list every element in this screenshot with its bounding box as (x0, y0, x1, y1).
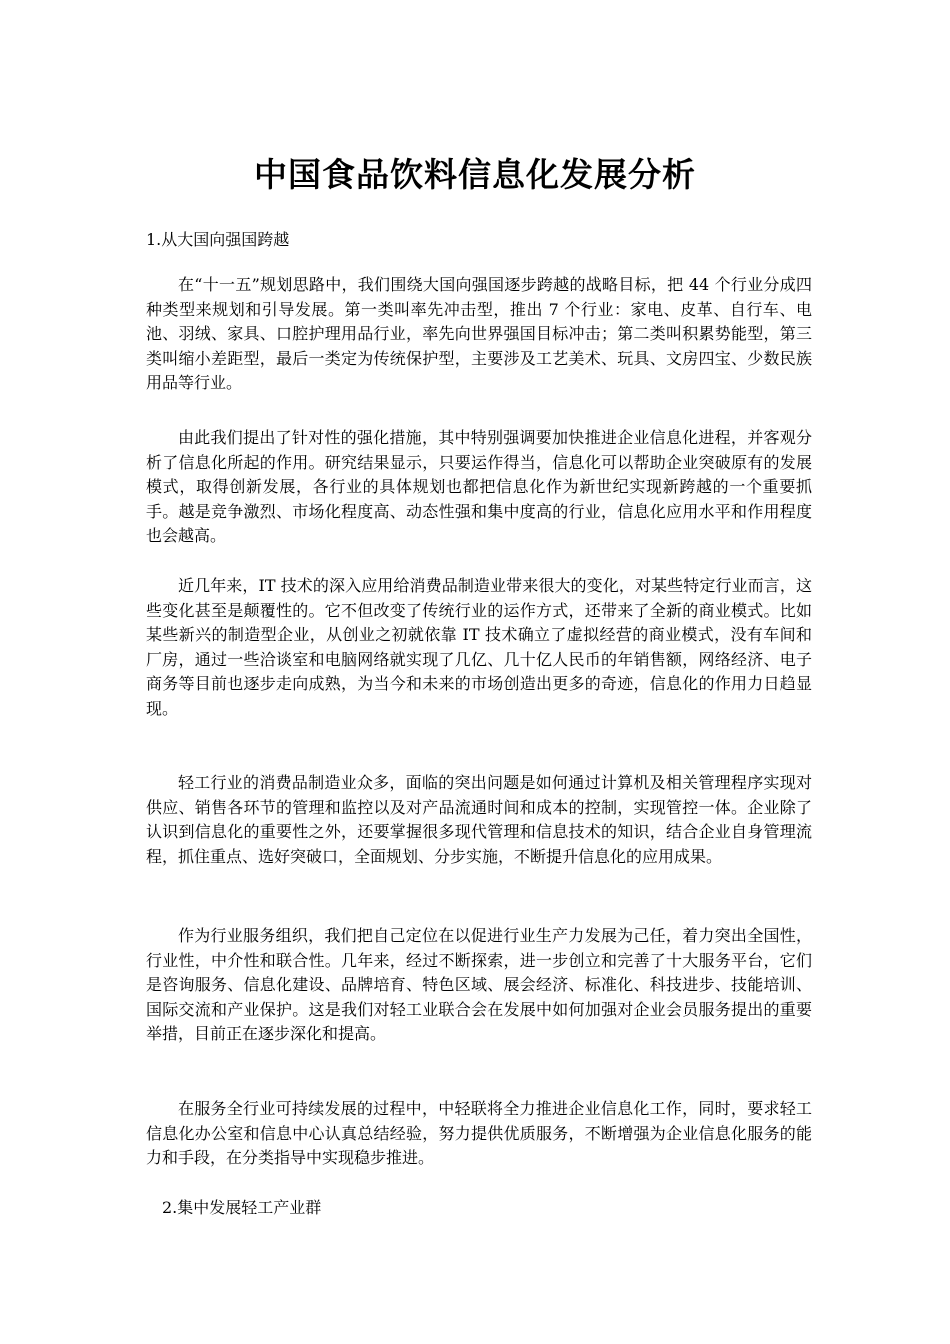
paragraph-5: 作为行业服务组织，我们把自己定位在以促进行业生产力发展为己任，着力突出全国性，行业性，中介性和联合性。几年来，经过不断探索，进一步创立和完善了十大服务平台，它们是咨询服务、信息化建设、品牌培育、特色区域、展会经济、标准化、科技进步、技能培训、国际交流和产业保护。这是我们对轻工业联合会在发展中如何加强对企业会员服务提出的重要举措，目前正在逐步深化和提高。 (146, 926, 812, 1043)
paragraph-4: 轻工行业的消费品制造业众多，面临的突出问题是如何通过计算机及相关管理程序实现对供应、销售各环节的管理和监控以及对产品流通时间和成本的控制，实现管控一体。企业除了认识到信息化的重要性之外，还要掌握很多现代管理和信息技术的知识，结合企业自身管理流程，抓住重点、选好突破口，全面规划、分步实施，不断提升信息化的应用成果。 (146, 773, 812, 866)
document-title: 中国食品饮料信息化发展分析 (254, 155, 696, 194)
paragraph-1: 在“十一五”规划思路中，我们围绕大国向强国逐步跨越的战略目标，把 44 个行业分成四种类型来规划和引导发展。第一类叫率先冲击型，推出 7 个行业：家电、皮革、自行车、电池、羽绒、家具、口腔护理用品行业，率先向世界强国目标冲击；第二类叫积累势能型，第三类叫缩小差距型，最后一类定为传统保护型，主要涉及工艺美术、玩具、文房四宝、少数民族用品等行业。 (146, 275, 812, 392)
paragraph-3: 近几年来，IT 技术的深入应用给消费品制造业带来很大的变化，对某些特定行业而言，这些变化甚至是颠覆性的。它不但改变了传统行业的运作方式，还带来了全新的商业模式。比如某些新兴的制造型企业，从创业之初就依靠 IT 技术确立了虚拟经营的商业模式，没有车间和厂房，通过一些洽谈室和电脑网络就实现了几亿、几十亿人民币的年销售额，网络经济、电子商务等目前也逐步走向成熟，为当今和未来的市场创造出更多的奇迹，信息化的作用力日趋显现。 (146, 576, 812, 718)
section-heading-2: 2.集中发展轻工产业群 (162, 1198, 322, 1217)
paragraph-2: 由此我们提出了针对性的强化措施，其中特别强调要加快推进企业信息化进程，并客观分析了信息化所起的作用。研究结果显示，只要运作得当，信息化可以帮助企业突破原有的发展模式，取得创新发展，各行业的具体规划也都把信息化作为新世纪实现新跨越的一个重要抓手。越是竞争激烈、市场化程度高、动态性强和集中度高的行业，信息化应用水平和作用程度也会越高。 (146, 428, 812, 545)
section-heading-1: 1.从大国向强国跨越 (146, 230, 290, 249)
paragraph-6: 在服务全行业可持续发展的过程中，中轻联将全力推进企业信息化工作，同时，要求轻工信息化办公室和信息中心认真总结经验，努力提供优质服务，不断增强为企业信息化服务的能力和手段，在分类指导中实现稳步推进。 (146, 1099, 812, 1167)
